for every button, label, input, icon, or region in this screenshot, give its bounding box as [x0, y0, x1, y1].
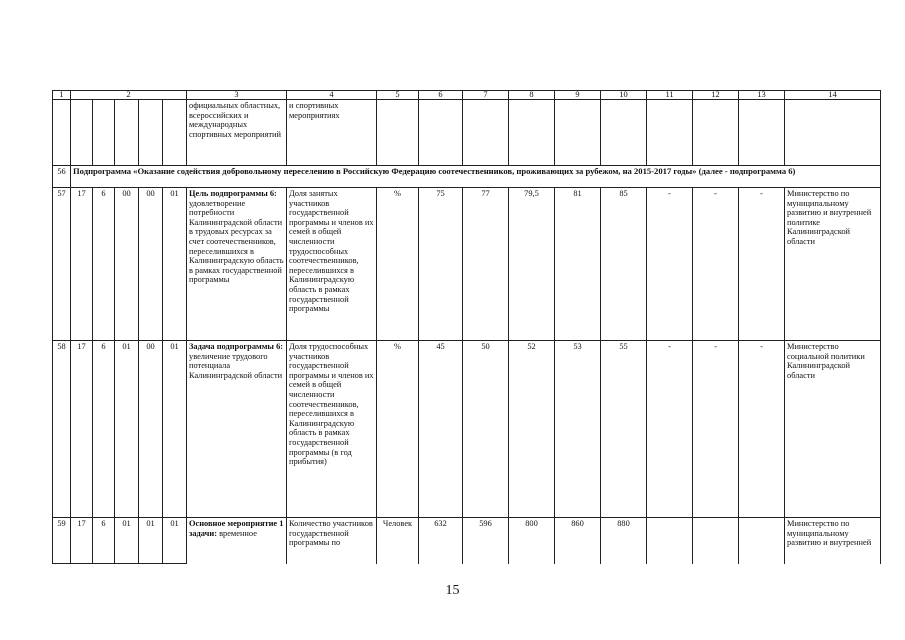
value-cell [693, 518, 739, 564]
row-number: 57 [53, 188, 71, 341]
continuation-title: официальных областных, всероссийских и международных спортивных мероприятий [187, 100, 287, 166]
row-number: 56 [53, 166, 71, 188]
value-cell: 81 [555, 188, 601, 341]
code-cell: 01 [139, 518, 163, 564]
value-cell: 77 [463, 188, 509, 341]
row-number: 58 [53, 341, 71, 518]
value-cell: 53 [555, 341, 601, 518]
table-row [53, 188, 881, 341]
value-cell: 85 [601, 188, 647, 341]
continuation-indicator: и спортивных мероприятиях [287, 100, 377, 166]
code-cell: 6 [93, 188, 115, 341]
task-text: увеличение трудового потенциала Калининградской области [189, 351, 283, 380]
header-cell: 14 [785, 91, 881, 100]
value-cell: - [739, 188, 785, 341]
value-cell: - [693, 341, 739, 518]
task-heading: Задача подпрограммы 6: [189, 342, 284, 351]
value-cell: 800 [509, 518, 555, 564]
indicator-cell: Доля трудоспособных участников государственной программы и членов их семей в общей численности соотечественников, переселившихся в Калининградскую область в рамках государственной программы (в год прибытия) [287, 341, 377, 518]
unit-cell: % [377, 188, 419, 341]
code-cell: 01 [115, 518, 139, 564]
table-row [53, 518, 881, 564]
header-cell: 6 [419, 91, 463, 100]
activity-text: временное [219, 528, 257, 538]
value-cell: - [739, 341, 785, 518]
value-cell: 75 [419, 188, 463, 341]
header-cell: 3 [187, 91, 287, 100]
value-cell: 55 [601, 341, 647, 518]
activity-heading: Основное мероприятие 1 задачи: [189, 519, 284, 538]
value-cell: 45 [419, 341, 463, 518]
table-row [53, 341, 881, 518]
code-cell: 01 [163, 188, 187, 341]
header-cell: 8 [509, 91, 555, 100]
header-cell: 12 [693, 91, 739, 100]
header-cell: 11 [647, 91, 693, 100]
indicator-cell: Количество участников государственной программы по [287, 518, 377, 564]
continuation-row [53, 100, 881, 166]
code-cell: 17 [71, 188, 93, 341]
header-cell: 1 [53, 91, 71, 100]
code-cell: 6 [93, 518, 115, 564]
code-cell: 00 [139, 341, 163, 518]
value-cell [647, 518, 693, 564]
indicator-cell: Доля занятых участников государственной программы и членов их семей в общей численности трудоспособных соотечественников, переселившихся в Калининградскую область в рамках государственной программы [287, 188, 377, 341]
subprogram-row [53, 166, 881, 188]
value-cell: - [647, 341, 693, 518]
column-number-row [53, 91, 881, 100]
header-cell: 10 [601, 91, 647, 100]
page-number: 15 [445, 583, 460, 598]
value-cell: 880 [601, 518, 647, 564]
header-cell: 4 [287, 91, 377, 100]
value-cell: - [647, 188, 693, 341]
activity-cell [187, 518, 287, 564]
code-cell: 17 [71, 341, 93, 518]
responsible-cell: Министерство социальной политики Калининградской области [785, 341, 881, 518]
unit-cell: % [377, 341, 419, 518]
responsible-cell: Министерство по муниципальному развитию и внутренней [785, 518, 881, 564]
indicators-table [52, 90, 881, 564]
code-cell: 01 [163, 518, 187, 564]
header-cell: 9 [555, 91, 601, 100]
goal-heading: Цель подпрограммы 6: [189, 189, 277, 198]
code-cell: 00 [139, 188, 163, 341]
code-cell: 01 [163, 341, 187, 518]
value-cell: 79,5 [509, 188, 555, 341]
value-cell: 860 [555, 518, 601, 564]
responsible-cell: Министерство по муниципальному развитию и внутренней политике Калининградской области [785, 188, 881, 341]
unit-cell: Человек [377, 518, 419, 564]
task-cell [187, 341, 287, 518]
header-cell: 13 [739, 91, 785, 100]
code-cell: 17 [71, 518, 93, 564]
value-cell: 52 [509, 341, 555, 518]
subprogram-title: Подпрограмма «Оказание содействия добровольному переселению в Российскую Федерацию соотечественников, проживающих за рубежом, на 2015-2017 годы» (далее - подпрограмма 6) [71, 166, 881, 188]
header-cell: 2 [71, 91, 187, 100]
value-cell: - [693, 188, 739, 341]
header-cell: 5 [377, 91, 419, 100]
value-cell: 50 [463, 341, 509, 518]
value-cell: 596 [463, 518, 509, 564]
value-cell: 632 [419, 518, 463, 564]
goal-text: удовлетворение потребности Калининградской области в трудовых ресурсах за счет соотечественников, переселившихся в Калининградскую область в рамках государственной программы [189, 198, 284, 285]
code-cell: 01 [115, 341, 139, 518]
value-cell [739, 518, 785, 564]
goal-cell [187, 188, 287, 341]
header-cell: 7 [463, 91, 509, 100]
code-cell: 6 [93, 341, 115, 518]
code-cell: 00 [115, 188, 139, 341]
row-number: 59 [53, 518, 71, 564]
